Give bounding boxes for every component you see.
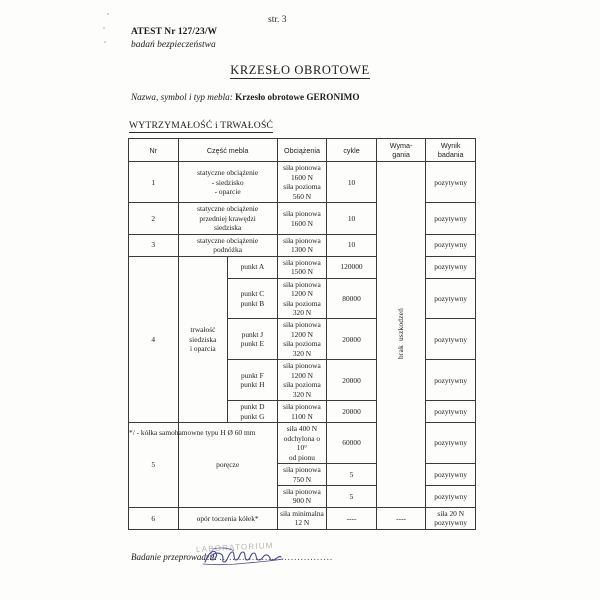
cell-part-line2: podnóżka bbox=[213, 245, 242, 255]
cell-part-line3: siedziska bbox=[214, 223, 242, 233]
cell-point bbox=[228, 319, 278, 360]
cell-point bbox=[228, 401, 278, 423]
scan-speck bbox=[103, 27, 105, 29]
subject-line bbox=[131, 92, 359, 102]
cell-nr: 5 bbox=[129, 423, 179, 508]
cell-result: pozytywny bbox=[426, 203, 476, 234]
cell-load: siła pionowa 750 N bbox=[277, 464, 327, 486]
cell-cycles: 120000 bbox=[327, 256, 377, 278]
page-number: str. 3 bbox=[268, 15, 287, 25]
cell-part-line2: - siedzisko bbox=[211, 177, 244, 187]
subject-label: Nazwa, symbol i typ mebla: bbox=[131, 92, 233, 102]
cell-cycles: 60000 bbox=[327, 423, 377, 464]
cell-part bbox=[178, 256, 228, 423]
table-row bbox=[129, 162, 476, 203]
cell-cycles: 5 bbox=[327, 464, 377, 486]
cell-cycles: 20000 bbox=[327, 401, 377, 423]
header-part: Część mebla bbox=[178, 139, 277, 162]
cell-part-line3: - oparcie bbox=[214, 187, 241, 197]
cell-result: pozytywny bbox=[426, 234, 476, 256]
section-heading-text: WYTRZYMAŁOŚĆ i TRWAŁOŚĆ bbox=[129, 120, 274, 131]
scan-speck bbox=[104, 41, 106, 43]
header-requirements-line1: Wyma- bbox=[389, 141, 413, 150]
header-requirements bbox=[376, 139, 426, 162]
cell-part-line2: przedniej krawędzi bbox=[199, 213, 256, 223]
cell-part-line3: i oparcia bbox=[190, 344, 216, 354]
cell-load: siła minimalna 12 N bbox=[277, 507, 327, 529]
cell-nr: 6 bbox=[129, 507, 179, 529]
cell-point-line1: punkt C bbox=[240, 289, 265, 299]
atest-number: ATEST Nr 127/23/W bbox=[131, 27, 218, 37]
results-table bbox=[128, 138, 476, 530]
atest-header bbox=[131, 26, 217, 51]
cell-part bbox=[178, 162, 277, 203]
cell-load-line2: od pionu bbox=[288, 452, 315, 462]
cell-load: siła pionowa 1100 N bbox=[277, 401, 327, 423]
footnote: */ - kółka samohamowne typu H Ø 60 mm bbox=[129, 428, 256, 437]
page-title-text: KRZESŁO OBROTOWE bbox=[230, 63, 370, 77]
cell-load-line2: siła pozioma 560 N bbox=[283, 182, 321, 201]
cell-part-line1: statyczne obciążenie bbox=[197, 204, 259, 214]
cell-result-line2: pozytywny bbox=[434, 518, 468, 528]
header-load: Obciążenia bbox=[277, 139, 327, 162]
cell-cycles: ---- bbox=[327, 507, 377, 529]
cell-part-line1: statyczne obciążenie bbox=[197, 235, 259, 245]
cell-part-line1: statyczne obciążenie bbox=[197, 168, 259, 178]
cell-point-line1: punkt A bbox=[240, 262, 265, 272]
cell-cycles: 10 bbox=[327, 234, 377, 256]
cell-result: pozytywny bbox=[426, 278, 476, 319]
atest-subtitle: badań bezpieczeństwa bbox=[131, 39, 216, 50]
header-requirements-line2: gania bbox=[392, 150, 410, 160]
cell-load: siła pionowa 900 N bbox=[277, 485, 327, 507]
header-result-line2: badania bbox=[437, 150, 464, 160]
scan-speck bbox=[107, 13, 109, 15]
cell-cycles: 80000 bbox=[327, 278, 377, 319]
cell-result-line1: siła 20 N bbox=[437, 508, 465, 518]
cell-result: pozytywny bbox=[426, 485, 476, 507]
header-result-line1: Wynik bbox=[440, 141, 461, 150]
cell-load: siła pionowa 1300 N bbox=[277, 234, 327, 256]
cell-load bbox=[277, 319, 327, 360]
cell-load-line1: siła pionowa 1200 N bbox=[283, 320, 321, 339]
cell-nr: 3 bbox=[129, 234, 179, 256]
header-nr: Nr bbox=[129, 139, 179, 162]
cell-load-line1: siła pionowa 1200 N bbox=[283, 279, 321, 299]
cell-part-line1: trwałość bbox=[190, 325, 216, 335]
cell-cycles: 10 bbox=[327, 162, 377, 203]
cell-nr: 1 bbox=[129, 162, 179, 203]
cell-load-line1: siła pionowa 1200 N bbox=[283, 361, 321, 380]
cell-point bbox=[228, 256, 278, 278]
cell-result: pozytywny bbox=[426, 319, 476, 360]
table-row bbox=[129, 507, 476, 529]
cell-point-line2: punkt H bbox=[240, 380, 265, 390]
cell-result: pozytywny bbox=[426, 256, 476, 278]
cell-load-line1: siła 400 N odchylona o 10° bbox=[283, 424, 321, 453]
cell-load bbox=[277, 278, 327, 319]
cell-part: poręcze bbox=[178, 423, 277, 508]
cell-load: siła pionowa 1500 N bbox=[277, 256, 327, 278]
cell-load-line1: siła pionowa 1600 N bbox=[283, 163, 321, 182]
cell-point-line1: punkt D bbox=[240, 402, 265, 412]
cell-part bbox=[178, 203, 277, 234]
cell-load: siła pionowa 1600 N bbox=[277, 203, 327, 234]
page-title bbox=[0, 63, 600, 78]
signature-dots: ................................... bbox=[219, 552, 334, 562]
cell-part-line2: siedziska bbox=[189, 334, 217, 344]
cell-load bbox=[277, 423, 327, 464]
cell-load-line2: siła pozioma 320 N bbox=[283, 298, 321, 317]
cell-point-line1: punkt J bbox=[241, 329, 264, 339]
cell-nr: 4 bbox=[129, 256, 179, 423]
laboratory-stamp: LABORATORIUM bbox=[195, 540, 274, 555]
cell-point bbox=[228, 360, 278, 401]
header-cycles: cykle bbox=[327, 139, 377, 162]
cell-requirements bbox=[376, 162, 426, 507]
cell-requirements: ---- bbox=[376, 507, 426, 529]
cell-result: pozytywny bbox=[426, 423, 476, 464]
cell-point-line2: punkt B bbox=[240, 298, 265, 308]
cell-load bbox=[277, 360, 327, 401]
cell-part: opór toczenia kółek* bbox=[178, 507, 277, 529]
cell-result: pozytywny bbox=[426, 401, 476, 423]
section-heading bbox=[129, 120, 273, 131]
cell-load-line2: siła pozioma 320 N bbox=[283, 339, 321, 358]
cell-result: pozytywny bbox=[426, 360, 476, 401]
cell-point bbox=[228, 278, 278, 319]
cell-cycles: 10 bbox=[327, 203, 377, 234]
cell-result bbox=[426, 507, 476, 529]
cell-point-line2: punkt E bbox=[240, 339, 264, 349]
cell-point-line2: punkt G bbox=[240, 411, 265, 421]
signature-line bbox=[131, 552, 333, 562]
cell-part bbox=[178, 234, 277, 256]
cell-load-line2: siła pozioma 320 N bbox=[283, 380, 321, 399]
header-result bbox=[426, 139, 476, 162]
cell-result: pozytywny bbox=[426, 162, 476, 203]
subject-value: Krzesło obrotowe GERONIMO bbox=[235, 92, 360, 102]
cell-result: pozytywny bbox=[426, 464, 476, 486]
cell-cycles: 5 bbox=[327, 485, 377, 507]
cell-nr: 2 bbox=[129, 203, 179, 234]
cell-cycles: 20000 bbox=[327, 319, 377, 360]
signature-label: Badanie przeprowadził: bbox=[131, 552, 218, 562]
cell-point-line1: punkt F bbox=[241, 370, 264, 380]
requirement-vertical-text: brak uszkodzeń bbox=[396, 307, 406, 359]
cell-load bbox=[277, 162, 327, 203]
cell-cycles: 20000 bbox=[327, 360, 377, 401]
table-header-row bbox=[129, 139, 476, 162]
